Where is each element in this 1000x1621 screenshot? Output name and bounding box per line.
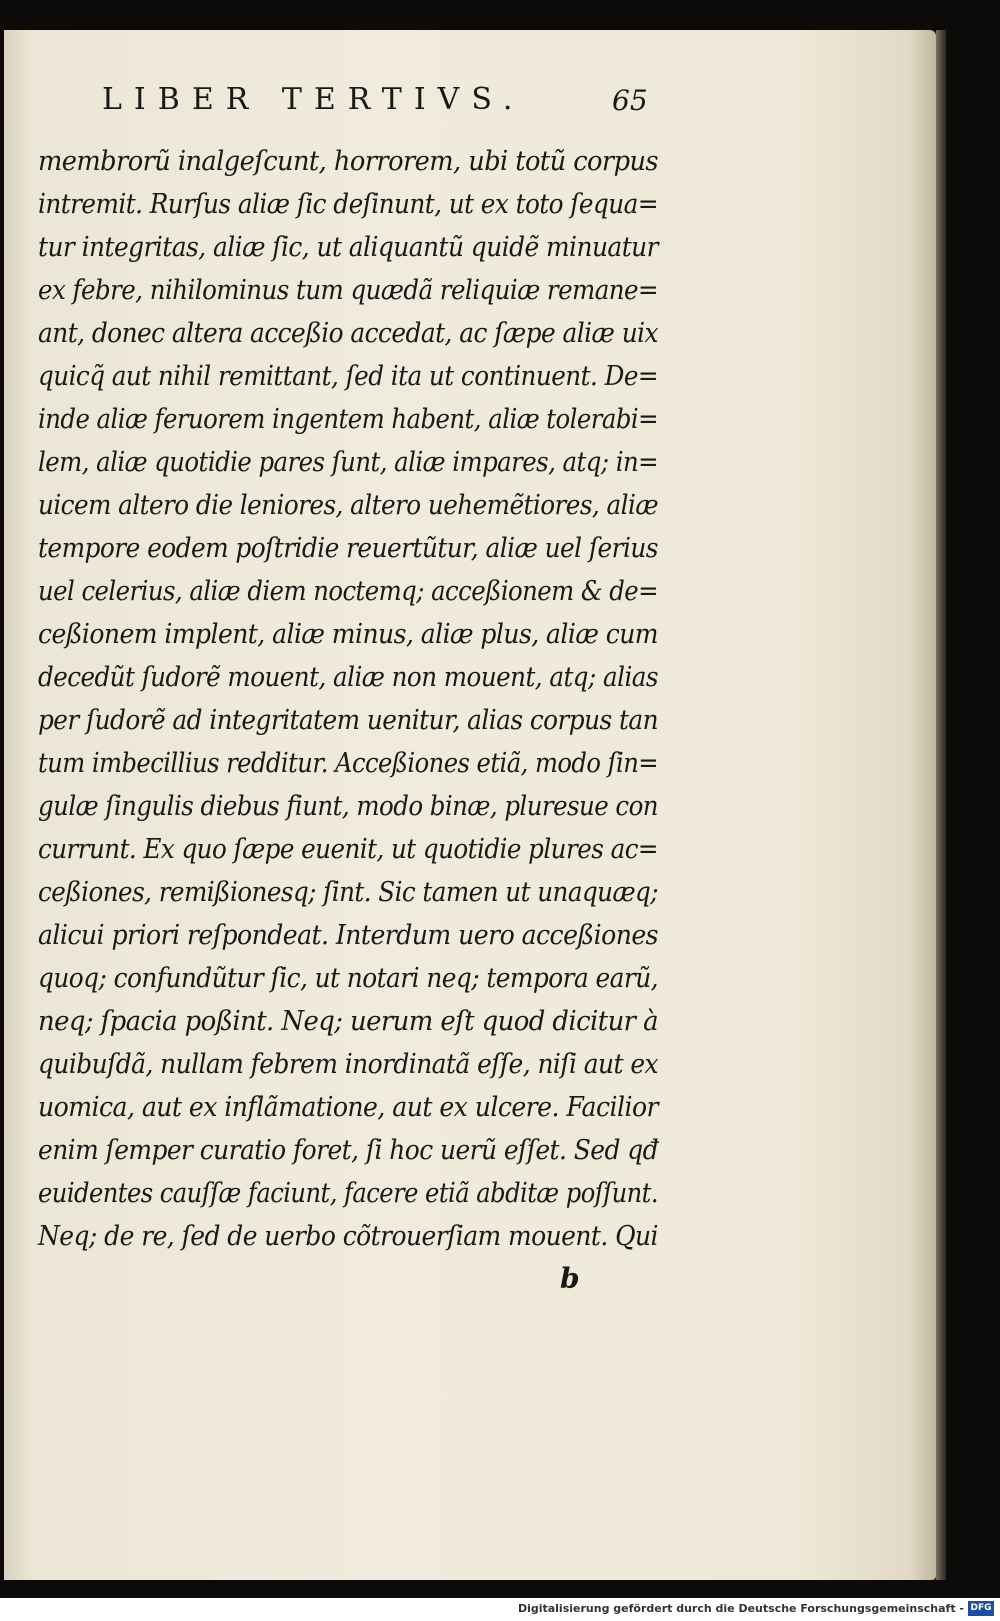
running-head-title: LIBER TERTIVS. — [102, 82, 525, 117]
text-line: inde aliæ feruorem ingentem habent, aliæ tolerabi= — [38, 404, 658, 435]
text-line: ceßionem implent, aliæ minus, aliæ plus, aliæ cum — [38, 619, 658, 650]
funding-notice: Digitalisierung gefördert durch die Deutsche Forschungsgemeinschaft - — [517, 1602, 964, 1615]
page-edge — [936, 30, 946, 1580]
dfg-logo: DFG — [968, 1601, 994, 1616]
text-line: gulæ ſingulis diebus fiunt, modo binæ, pluresue con — [38, 791, 658, 822]
text-line: uomica, aut ex inflãmatione, aut ex ulcere. Facilior — [38, 1092, 658, 1123]
text-line: enim ſemper curatio foret, ſi hoc uerũ eſſet. Sed qđ — [38, 1135, 658, 1166]
page-number: 65 — [612, 84, 648, 117]
text-line: uel celerius, aliæ diem noctemq; acceßionem & de= — [38, 576, 658, 607]
text-line: decedũt ſudorẽ mouent, aliæ non mouent, atq; alias — [38, 662, 658, 693]
text-line: quoq; confundũtur ſic, ut notari neq; tempora earũ, — [38, 963, 658, 994]
signature-mark: b — [560, 1262, 580, 1295]
text-line: intremit. Rurſus aliæ ſic deſinunt, ut ex toto ſequa= — [38, 189, 658, 220]
text-line: membrorũ inalgeſcunt, horrorem, ubi totũ corpus — [38, 146, 658, 177]
text-line: tempore eodem poſtridie reuertũtur, aliæ uel ſerius — [38, 533, 658, 564]
text-line: per ſudorẽ ad integritatem uenitur, alias corpus tan — [38, 705, 658, 736]
text-line: quibuſdã, nullam febrem inordinatã eſſe, niſi aut ex — [38, 1049, 658, 1080]
body-text — [38, 140, 698, 1258]
text-line: uicem altero die leniores, altero uehemẽtiores, aliæ — [38, 490, 658, 521]
text-line: euidentes cauſſæ faciunt, facere etiã abditæ poſſunt. — [38, 1178, 658, 1209]
text-line: tur integritas, aliæ ſic, ut aliquantũ quidẽ minuatur — [38, 232, 658, 263]
text-line: neq; ſpacia poßint. Neq; uerum eſt quod dicitur à — [38, 1006, 658, 1037]
text-line: Neq; de re, ſed de uerbo cõtrouerſiam mouent. Qui — [38, 1221, 658, 1252]
running-head — [102, 78, 682, 128]
text-line: currunt. Ex quo ſæpe euenit, ut quotidie plures ac= — [38, 834, 658, 865]
text-line: lem, aliæ quotidie pares ſunt, aliæ impares, atq; in= — [38, 447, 658, 478]
footer-bar — [0, 1598, 1000, 1621]
text-line: ant, donec altera acceßio accedat, ac ſæpe aliæ uix — [38, 318, 658, 349]
text-line: quicq̃ aut nihil remittant, ſed ita ut continuent. De= — [38, 361, 658, 392]
text-line: ceßiones, remißionesq; ſint. Sic tamen ut unaquæq; — [38, 877, 658, 908]
text-line: tum imbecillius redditur. Acceßiones etiã, modo ſin= — [38, 748, 658, 779]
text-line: alicui priori reſpondeat. Interdum uero acceßiones — [38, 920, 658, 951]
text-line: ex febre, nihilominus tum quædã reliquiæ remane= — [38, 275, 658, 306]
